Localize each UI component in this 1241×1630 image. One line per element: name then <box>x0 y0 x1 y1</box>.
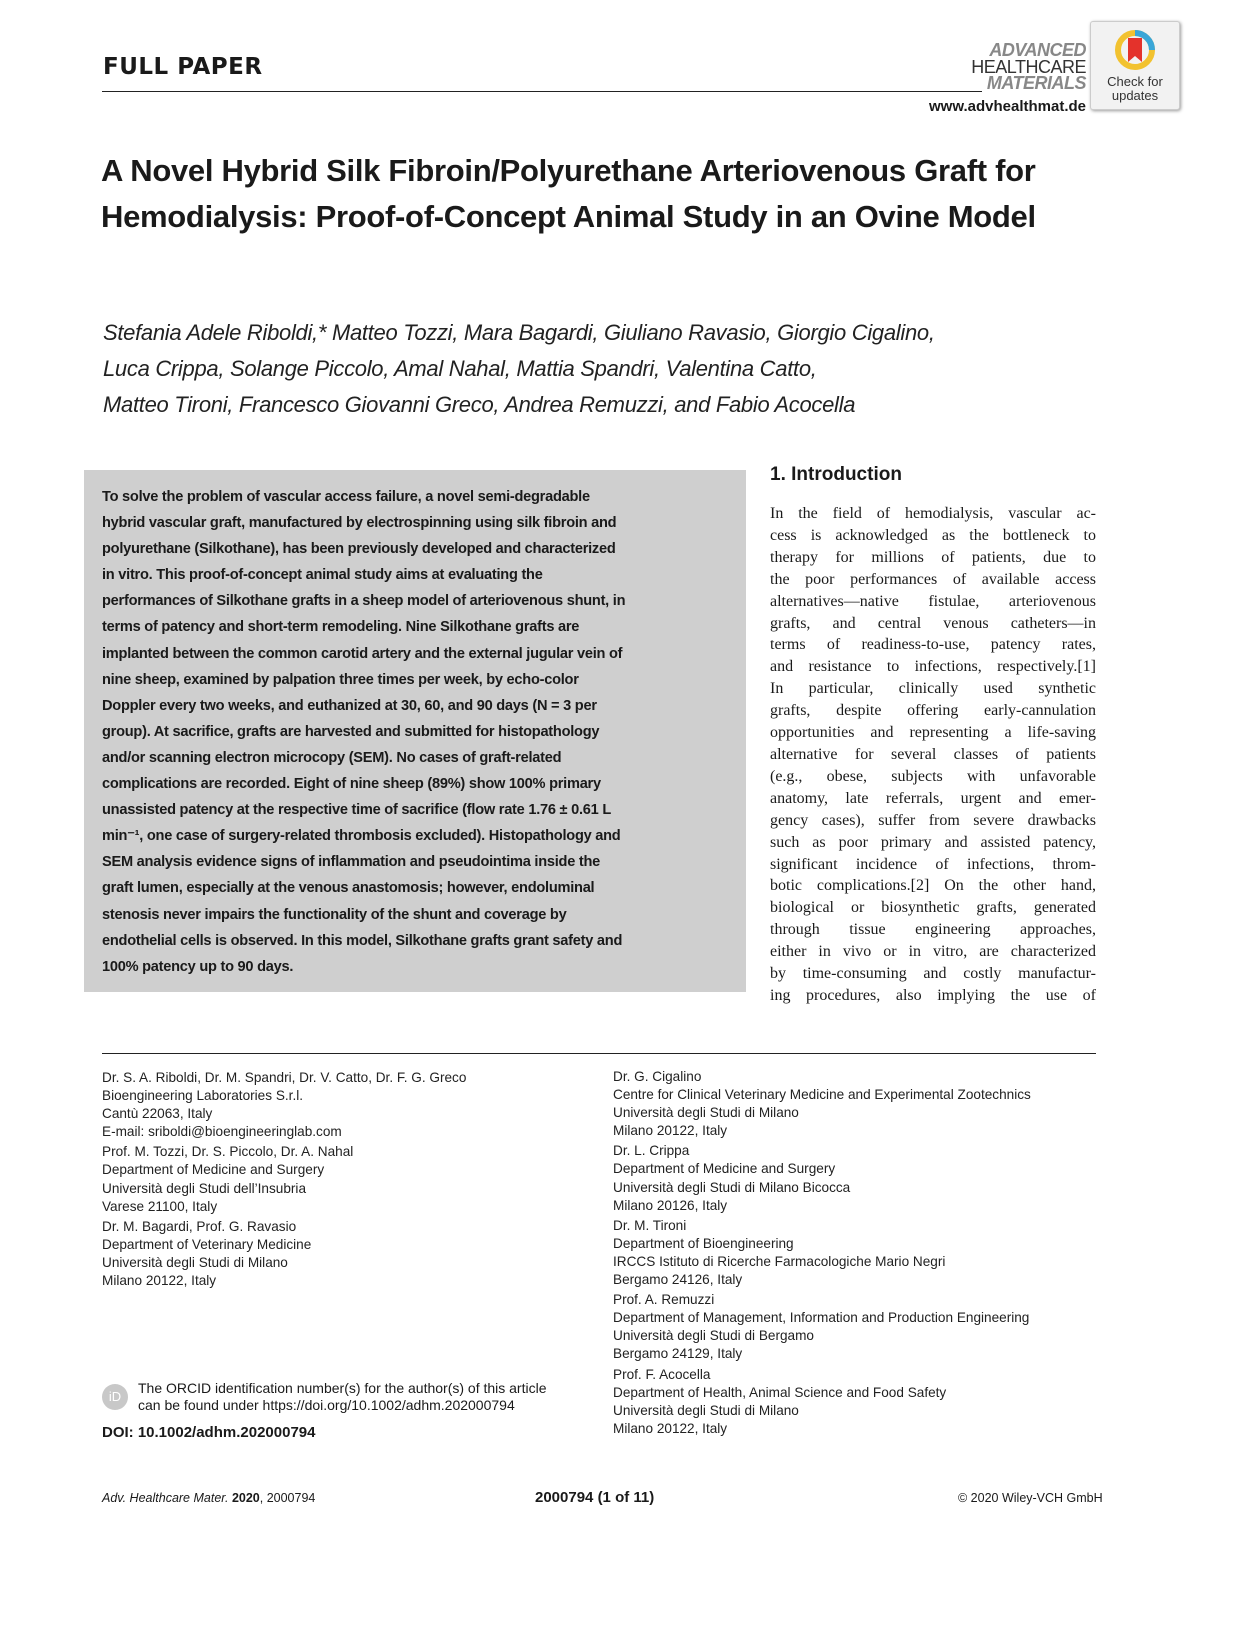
affiliation-line: Dr. L. Crippa <box>613 1143 690 1159</box>
copyright: © 2020 Wiley-VCH GmbH <box>958 1491 1103 1505</box>
affiliations-right <box>613 1068 1031 1440</box>
author-line: Stefania Adele Riboldi,* Matteo Tozzi, Mara Bagardi, Giuliano Ravasio, Giorgio Cigalino, <box>103 320 935 345</box>
affiliation-line: Milano 20122, Italy <box>613 1123 728 1139</box>
abstract-line: polyurethane (Silkothane), has been previously developed and characterized <box>102 541 616 558</box>
intro-line: gency cases), suffer from severe drawbacks <box>770 811 1096 829</box>
affiliation-line: E-mail: sriboldi@bioengineeringlab.com <box>102 1124 342 1140</box>
affiliation <box>613 1217 1031 1289</box>
footer-journal: Adv. Healthcare Mater. <box>102 1491 229 1505</box>
check-for-updates-button[interactable] <box>1090 21 1180 110</box>
doi[interactable]: DOI: 10.1002/adhm.202000794 <box>102 1424 316 1441</box>
abstract-line: Doppler every two weeks, and euthanized at 30, 60, and 90 days (N = 3 per <box>102 697 597 714</box>
journal-url[interactable]: www.advhealthmat.de <box>929 98 1086 115</box>
affiliation-line: Centre for Clinical Veterinary Medicine and Experimental Zootechnics <box>613 1087 1031 1103</box>
affiliation-line: Bioengineering Laboratories S.r.l. <box>102 1088 304 1104</box>
abstract-line: stenosis never impairs the functionality of the shunt and coverage by <box>102 906 567 923</box>
affiliation <box>102 1218 466 1290</box>
intro-line: grafts, despite offering early-cannulation <box>770 702 1096 720</box>
affiliation-line: Milano 20122, Italy <box>102 1273 217 1289</box>
affiliation-line: Prof. A. Remuzzi <box>613 1292 715 1308</box>
affiliation-line: Bergamo 24126, Italy <box>613 1272 743 1288</box>
affiliation-line: Milano 20126, Italy <box>613 1197 728 1213</box>
affiliation-line: Department of Health, Animal Science and Food Safety <box>613 1384 947 1400</box>
footer-citation <box>102 1491 315 1505</box>
intro-line: significant incidence of infections, throm- <box>770 855 1096 873</box>
abstract-line: group). At sacrifice, grafts are harvested and submitted for histopathology <box>102 723 600 740</box>
affiliation-line: Milano 20122, Italy <box>613 1420 728 1436</box>
affiliation-line: Università degli Studi dell’Insubria <box>102 1180 307 1196</box>
affiliation-line: Bergamo 24129, Italy <box>613 1346 743 1362</box>
affiliation-line: Department of Bioengineering <box>613 1235 794 1251</box>
intro-line: and resistance to infections, respectively.[1] <box>770 658 1096 676</box>
orcid-icon: iD <box>102 1384 128 1410</box>
affiliation-line: Università degli Studi di Milano Bicocca <box>613 1179 851 1195</box>
affiliation-line: Varese 21100, Italy <box>102 1198 218 1214</box>
introduction-text <box>770 503 1096 1007</box>
affiliation <box>613 1366 1031 1438</box>
abstract-line: min⁻¹, one case of surgery-related thrombosis excluded). Histopathology and <box>102 828 621 845</box>
logo-line: MATERIALS <box>986 73 1086 94</box>
abstract-line: unassisted patency at the respective time of sacrifice (flow rate 1.76 ± 0.61 L <box>102 802 611 819</box>
orcid-line: The ORCID identification number(s) for the author(s) of this article <box>138 1380 547 1396</box>
affiliation-line: Cantù 22063, Italy <box>102 1106 213 1122</box>
affiliation-line: Università degli Studi di Milano <box>613 1402 799 1418</box>
intro-line: such as poor primary and assisted patency, <box>770 833 1096 851</box>
affiliation-line: Dr. M. Tironi <box>613 1217 687 1233</box>
orcid-link[interactable]: can be found under https://doi.org/10.1002/adhm.202000794 <box>138 1397 515 1413</box>
intro-line: botic complications.[2] On the other hand, <box>770 877 1096 895</box>
section-heading: 1. Introduction <box>770 464 902 485</box>
intro-line: (e.g., obese, subjects with unfavorable <box>770 767 1096 785</box>
affiliation-line: Department of Medicine and Surgery <box>102 1162 325 1178</box>
affiliation-line: Prof. M. Tozzi, Dr. S. Piccolo, Dr. A. Nahal <box>102 1144 354 1160</box>
affiliation-line: Department of Management, Information and Production Engineering <box>613 1310 1030 1326</box>
orcid-note <box>138 1380 547 1414</box>
affiliation-line: IRCCS Istituto di Ricerche Farmacologiche Mario Negri <box>613 1253 946 1269</box>
abstract-line: terms of patency and short-term remodeling. Nine Silkothane grafts are <box>102 619 580 636</box>
footer-article: , 2000794 <box>259 1491 316 1505</box>
intro-line: ing procedures, also implying the use of <box>770 986 1096 1004</box>
check-updates-label: Check for updates <box>1107 74 1163 103</box>
affiliation-line: Università degli Studi di Bergamo <box>613 1328 814 1344</box>
intro-line: biological or biosynthetic grafts, generated <box>770 899 1096 917</box>
author-list <box>103 315 935 423</box>
abstract-line: graft lumen, especially at the venous anastomosis; however, endoluminal <box>102 880 595 897</box>
affiliation-line: Università degli Studi di Milano <box>613 1105 799 1121</box>
intro-line: grafts, and central venous catheters—in <box>770 614 1096 632</box>
intro-line: cess is acknowledged as the bottleneck to <box>770 526 1096 544</box>
abstract-line: and/or scanning electron microcopy (SEM). No cases of graft-related <box>102 749 562 766</box>
abstract <box>102 484 625 980</box>
header-rule <box>102 91 982 92</box>
intro-line: either in vivo or in vitro, are characterized <box>770 943 1096 961</box>
affiliation-line: Dr. M. Bagardi, Prof. G. Ravasio <box>102 1218 297 1234</box>
intro-line: therapy for millions of patients, due to <box>770 548 1096 566</box>
intro-line: through tissue engineering approaches, <box>770 921 1096 939</box>
intro-line: anatomy, late referrals, urgent and emer- <box>770 789 1096 807</box>
affiliation-line: Dr. G. Cigalino <box>613 1069 702 1084</box>
abstract-line: 100% patency up to 90 days. <box>102 958 294 975</box>
affiliation <box>613 1068 1031 1140</box>
logo-line: ADVANCED <box>989 40 1086 60</box>
affiliation-line: Prof. F. Acocella <box>613 1366 711 1382</box>
intro-line: In particular, clinically used synthetic <box>770 680 1096 698</box>
intro-line: opportunities and representing a life-saving <box>770 724 1096 742</box>
intro-line: terms of readiness-to-use, patency rates, <box>770 636 1096 654</box>
abstract-line: To solve the problem of vascular access failure, a novel semi-degradable <box>102 489 590 505</box>
affiliation-line: Dr. S. A. Riboldi, Dr. M. Spandri, Dr. V. Catto, Dr. F. G. Greco <box>102 1070 467 1085</box>
affiliation-line: Department of Medicine and Surgery <box>613 1161 836 1177</box>
abstract-line: performances of Silkothane grafts in a sheep model of arteriovenous shunt, in <box>102 593 626 610</box>
affiliation <box>102 1143 466 1215</box>
abstract-line: in vitro. This proof-of-concept animal study aims at evaluating the <box>102 567 543 584</box>
affiliation <box>102 1069 466 1141</box>
affiliation-rule <box>102 1053 1096 1054</box>
author-line: Luca Crippa, Solange Piccolo, Amal Nahal, Mattia Spandri, Valentina Catto, <box>103 356 817 381</box>
intro-line: alternatives—native fistulae, arteriovenous <box>770 592 1096 610</box>
logo-line: HEALTHCARE <box>971 56 1086 77</box>
abstract-line: SEM analysis evidence signs of inflammation and pseudointima inside the <box>102 854 601 871</box>
affiliations-left <box>102 1069 466 1292</box>
section-label: FULL PAPER <box>103 54 263 80</box>
intro-line: by time-consuming and costly manufactur- <box>770 965 1096 983</box>
intro-line: In the field of hemodialysis, vascular ac- <box>770 505 1096 522</box>
abstract-line: complications are recorded. Eight of nine sheep (89%) show 100% primary <box>102 776 601 793</box>
abstract-line: hybrid vascular graft, manufactured by electrospinning using silk fibroin and <box>102 515 617 532</box>
intro-line: the poor performances of available access <box>770 570 1096 588</box>
abstract-line: endothelial cells is observed. In this model, Silkothane grafts grant safety and <box>102 932 623 949</box>
paper-title: A Novel Hybrid Silk Fibroin/Polyurethane Arteriovenous Graft for Hemodialysis: Proof-of-Concept Animal Study in an Ovine Model <box>101 153 1036 234</box>
affiliation <box>613 1291 1031 1363</box>
journal-logo <box>971 42 1086 92</box>
footer-year: 2020 <box>231 1491 260 1505</box>
affiliation-line: Università degli Studi di Milano <box>102 1254 288 1270</box>
crossmark-icon <box>1113 28 1157 72</box>
page-number: 2000794 (1 of 11) <box>535 1489 655 1506</box>
abstract-line: implanted between the common carotid artery and the external jugular vein of <box>102 645 623 662</box>
affiliation <box>613 1142 1031 1214</box>
abstract-line: nine sheep, examined by palpation three times per week, by echo-color <box>102 671 579 688</box>
author-line: Matteo Tironi, Francesco Giovanni Greco, Andrea Remuzzi, and Fabio Acocella <box>103 392 856 417</box>
affiliation-line: Department of Veterinary Medicine <box>102 1236 312 1252</box>
intro-line: alternative for several classes of patients <box>770 745 1096 763</box>
